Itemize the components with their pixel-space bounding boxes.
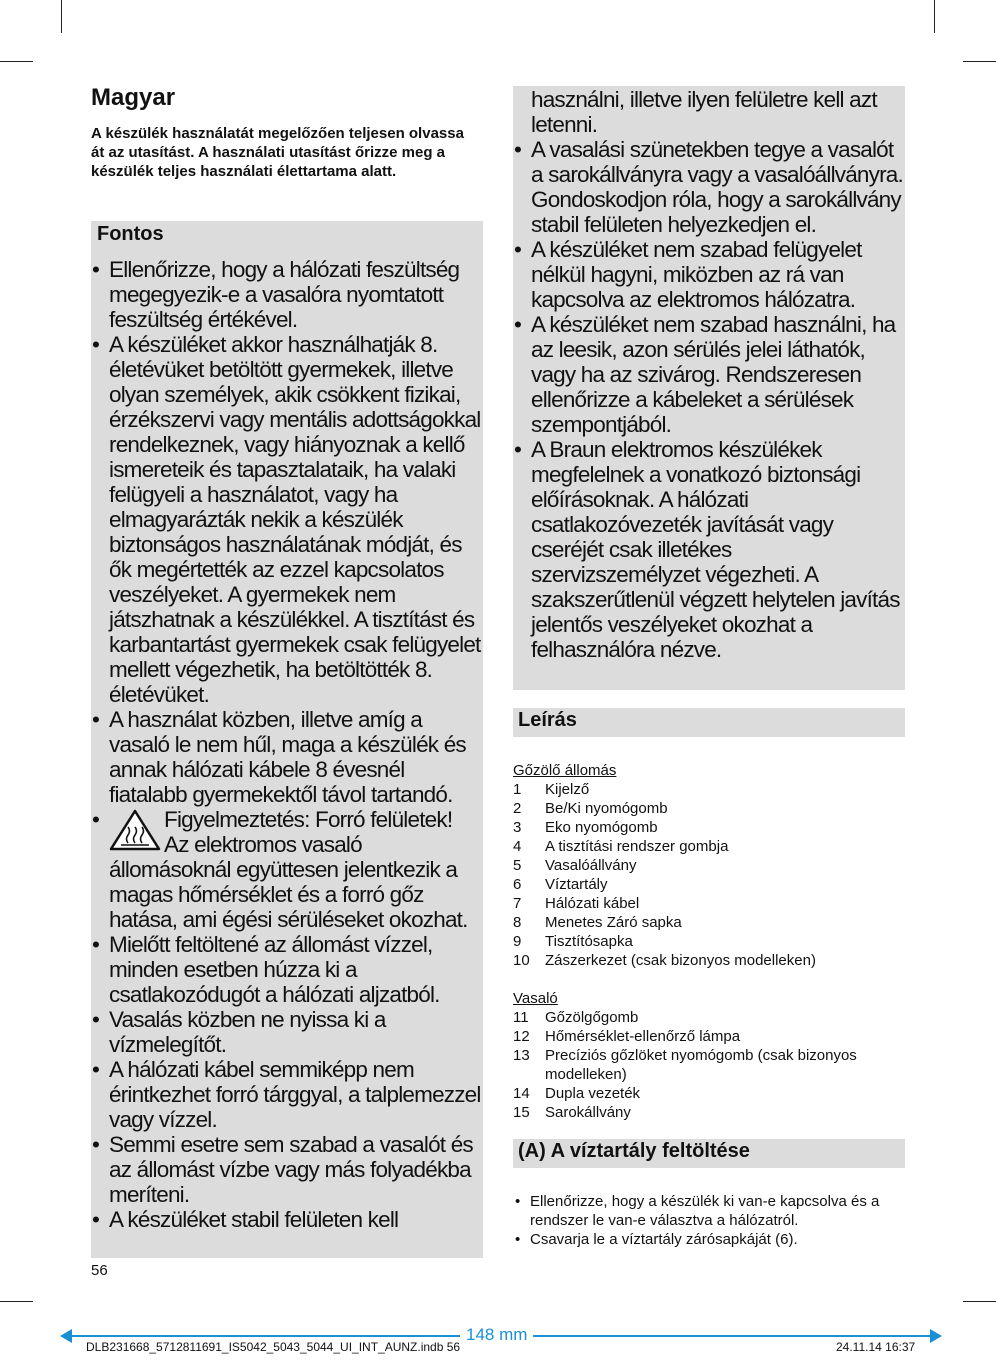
warning-rest: állomásoknál együttesen jelentkezik a magas hőmérséklet és a forró gőz hatása, ami égési sérüléseket okozhat.	[109, 857, 468, 932]
parts-list	[513, 761, 905, 1122]
fontos-list-right	[514, 87, 905, 662]
fontos-list-left	[92, 257, 482, 1232]
list-item: • A készüléket nem szabad felügyelet nélkül hagyni, miközben az rá van kapcsolva az elektromos hálózatra.	[514, 237, 862, 312]
list-item: 7 Hálózati kábel	[513, 895, 640, 912]
list-item: 3 Eko nyomógomb	[513, 819, 658, 836]
page-number: 56	[91, 1262, 108, 1279]
list-item: 5 Vasalóállvány	[513, 857, 637, 874]
list-item-text: Ellenőrizze, hogy a hálózati feszültség megegyezik-e a vasalóra nyomtatott feszültség értékével.	[109, 257, 460, 332]
list-item-text: A hálózati kábel semmiképp nem érintkezhet forró tárggyal, a talplemezzel vagy vízzel.	[109, 1057, 481, 1132]
arrow-left-icon	[60, 1329, 72, 1343]
list-item: 11 Gőzölgőgomb	[513, 1009, 639, 1026]
list-item: • Vasalás közben ne nyissa ki a vízmelegítőt.	[92, 1007, 386, 1057]
list-item: 13 Precíziós gőzlöket nyomógomb (csak bizonyos modelleken)	[513, 1047, 857, 1083]
list-item-text: Csavarja le a víztartály zárósapkáját (6).	[530, 1231, 798, 1248]
crop-mark	[61, 0, 62, 33]
list-item: • A készüléket akkor használhatják 8. életévüket betöltött gyermekek, illetve olyan személyek, akik csökkent fizikai, érzékszervi vagy mentális adottságokkal rendelkeznek, vagy hiányoznak a kellő ismereteik és tapasztalataik, ha valaki felügyeli a használatot, vagy ha elmagyarázták nekik a készülék biztonságos használatának módját, és ők megértették az ezzel kapcsolatos veszélyeket. A gyermekek nem játszhatnak a készülékkel. A tisztítást és karbantartást gyermekek csak felügyelet mellett végezhetik, ha betöltötték 8. életévüket.	[92, 332, 481, 707]
page-title: Magyar	[91, 84, 176, 111]
list-item-text: Vasalás közben ne nyissa ki a vízmelegítőt.	[109, 1007, 386, 1057]
list-item-text: A készüléket stabil felületen kell	[109, 1207, 399, 1232]
slug-right: 24.11.14 16:37	[836, 1340, 916, 1354]
warning-item: • Figyelmeztetés: Forró felületek! Az elektromos vasaló állomásoknál együttesen jelentkezik a magas hőmérséklet és a forró gőz hatása, ami égési sérüléseket okozhat.	[92, 807, 482, 932]
list-item-text: A készüléket nem szabad használni, ha az leesik, azon sérülés jelei láthatók, vagy ha az szivárog. Rendszeresen ellenőrizze a kábeleket a sérülések szempontjából.	[531, 312, 896, 437]
list-item: 4 A tisztítási rendszer gombja	[513, 838, 729, 855]
fill-heading-bar	[513, 1139, 905, 1168]
fill-heading: (A) A víztartály feltöltése	[518, 1140, 750, 1162]
continued-text	[514, 87, 905, 137]
fill-list	[513, 1192, 893, 1249]
list-item: • Csavarja le a víztartály zárósapkáját (6).	[515, 1231, 798, 1248]
list-item: • A Braun elektromos készülékek megfelelnek a vonatkozó biztonsági előírásoknak. A hálózati csatlakozóvezeték javítását vagy cseréjét csak illetékes szervizszemélyzet végezheti. A szakszerűtlenül végzett helytelen javítás jelentős veszélyeket okozhat a felhasználóra nézve.	[514, 437, 900, 662]
hot-surface-warning-icon	[109, 809, 161, 851]
list-item: 8 Menetes Záró sapka	[513, 914, 682, 931]
list-item: 2 Be/Ki nyomógomb	[513, 800, 668, 817]
list-item: 6 Víztartály	[513, 876, 608, 893]
list-item-text: Semmi esetre sem szabad a vasalót és az állomást vízbe vagy más folyadékba meríteni.	[109, 1132, 473, 1207]
list-item: 10 Zászerkezet (csak bizonyos modelleken)	[513, 952, 816, 969]
fontos-heading: Fontos	[97, 223, 164, 245]
warning-heading-block	[109, 807, 482, 857]
list-item-text: A Braun elektromos készülékek megfelelnek a vonatkozó biztonsági előírásoknak. A hálózati csatlakozóvezeték javítását vagy cseréjét csak illetékes szervizszemélyzet végezheti. A szakszerűtlenül végzett helytelen javítás jelentős veszélyeket okozhat a felhasználóra nézve.	[531, 437, 900, 662]
leiras-heading: Leírás	[518, 709, 577, 731]
fontos-box-right	[513, 86, 905, 690]
list-item-text: A használat közben, illetve amíg a vasaló le nem hűl, maga a készülék és annak hálózati kábele 8 évesnél fiatalabb gyermekektől távol tartandó.	[109, 707, 466, 807]
warning-line-1: Figyelmeztetés: Forró felületek!	[164, 807, 453, 832]
list-item-text: Ellenőrizze, hogy a készülék ki van-e kapcsolva és a rendszer le van-e választva a hálózatról.	[530, 1193, 880, 1229]
station-label: Gőzölő állomás	[513, 762, 617, 779]
list-item: 15 Sarokállvány	[513, 1104, 631, 1121]
list-item: • A hálózati kábel semmiképp nem érintkezhet forró tárggyal, a talplemezzel vagy vízzel.	[92, 1057, 481, 1132]
list-item: • A készüléket nem szabad használni, ha az leesik, azon sérülés jelei láthatók, vagy ha az szivárog. Rendszeresen ellenőrizze a kábeleket a sérülések szempontjából.	[514, 312, 896, 437]
list-item: • Mielőtt feltöltené az állomást vízzel, minden esetben húzza ki a csatlakozódugót a hálózati aljzatból.	[92, 932, 440, 1007]
list-item: • A használat közben, illetve amíg a vasaló le nem hűl, maga a készülék és annak hálózati kábele 8 évesnél fiatalabb gyermekektől távol tartandó.	[92, 707, 466, 807]
list-item: • A készüléket stabil felületen kell	[92, 1207, 399, 1232]
list-item: 9 Tisztítósapka	[513, 933, 633, 950]
intro-text: A készülék használatát megelőzően teljesen olvassa át az utasítást. A használati utasítást őrizze meg a készülék teljes használati élettartama alatt.	[91, 125, 464, 180]
list-item: 1 Kijelző	[513, 781, 590, 798]
list-item-text: Mielőtt feltöltené az állomást vízzel, minden esetben húzza ki a csatlakozódugót a hálózati aljzatból.	[109, 932, 440, 1007]
list-item: • A vasalási szünetekben tegye a vasalót a sarokállványra vagy a vasalóállványra. Gondoskodjon róla, hogy a sarokállvány stabil felületen helyezkedjen el.	[514, 137, 903, 237]
warning-line-2: Az elektromos vasaló	[164, 832, 362, 857]
list-item: • Ellenőrizze, hogy a készülék ki van-e kapcsolva és a rendszer le van-e választva a hálózatról.	[515, 1193, 880, 1229]
fontos-box-left	[91, 221, 483, 1258]
iron-label: Vasaló	[513, 990, 558, 1007]
arrow-right-icon	[930, 1329, 942, 1343]
list-item-text: A készüléket akkor használhatják 8. életévüket betöltött gyermekek, illetve olyan személyek, akik csökkent fizikai, érzékszervi vagy mentális adottságokkal rendelkeznek, vagy hiányoznak a kellő ismereteik és tapasztalataik, ha valaki felügyeli a használatot, vagy ha elmagyarázták nekik a készülék biztonságos használatának módját, és ők megértették az ezzel kapcsolatos veszélyeket. A gyermekek nem játszhatnak a készülékkel. A tisztítást és karbantartást gyermekek csak felügyelet mellett végezhetik, ha betöltötték 8. életévüket.	[109, 332, 481, 707]
continued-text-body: használni, illetve ilyen felületre kell azt letenni.	[531, 87, 877, 137]
list-item: • Ellenőrizze, hogy a hálózati feszültség megegyezik-e a vasalóra nyomtatott feszültség értékével.	[92, 257, 460, 332]
list-item: 14 Dupla vezeték	[513, 1085, 641, 1102]
list-item-text: A készüléket nem szabad felügyelet nélkül hagyni, miközben az rá van kapcsolva az elektromos hálózatra.	[531, 237, 862, 312]
crop-mark	[0, 61, 33, 62]
crop-mark	[963, 1301, 996, 1302]
crop-mark	[934, 0, 935, 33]
list-item: 12 Hőmérséklet-ellenőrző lámpa	[513, 1028, 741, 1045]
width-label: 148 mm	[460, 1325, 533, 1345]
crop-mark	[963, 61, 996, 62]
list-item-text: A vasalási szünetekben tegye a vasalót a sarokállványra vagy a vasalóállványra. Gondoskodjon róla, hogy a sarokállvány stabil felületen helyezkedjen el.	[531, 137, 903, 237]
slug-left: DLB231668_5712811691_IS5042_5043_5044_UI_INT_AUNZ.indb 56	[86, 1340, 461, 1354]
list-item: • Semmi esetre sem szabad a vasalót és az állomást vízbe vagy más folyadékba meríteni.	[92, 1132, 473, 1207]
crop-mark	[0, 1301, 33, 1302]
leiras-heading-bar	[513, 708, 905, 737]
